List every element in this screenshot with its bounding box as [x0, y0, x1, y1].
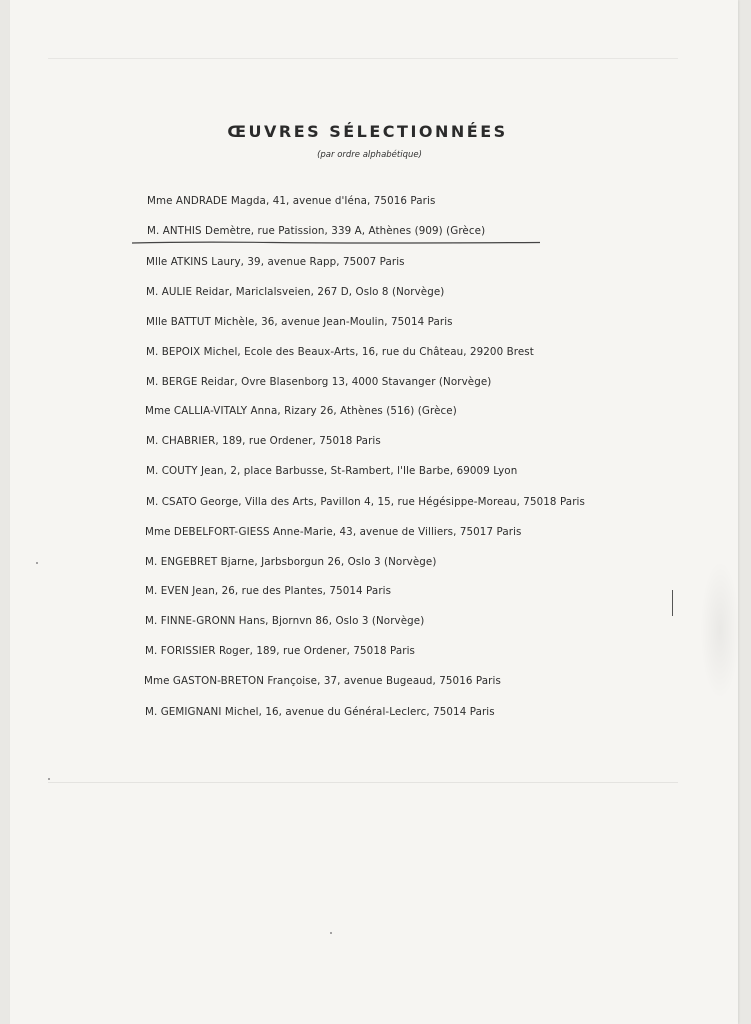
list-item: Mlle BATTUT Michèle, 36, avenue Jean-Moulin, 75014 Paris	[146, 316, 453, 328]
margin-pen-mark	[672, 590, 673, 616]
list-item: M. CSATO George, Villa des Arts, Pavillon 4, 15, rue Hégésippe-Moreau, 75018 Paris	[146, 496, 585, 508]
list-item: Mme DEBELFORT-GIESS Anne-Marie, 43, avenue de Villiers, 75017 Paris	[145, 526, 522, 538]
list-item: M. FORISSIER Roger, 189, rue Ordener, 75018 Paris	[145, 645, 416, 657]
list-item: M. BEPOIX Michel, Ecole des Beaux-Arts, 16, rue du Château, 29200 Brest	[146, 346, 534, 358]
paper-speck	[36, 562, 38, 564]
list-item: M. COUTY Jean, 2, place Barbusse, St-Rambert, l'Ile Barbe, 69009 Lyon	[146, 465, 518, 477]
list-item: Mme GASTON-BRETON Françoise, 37, avenue Bugeaud, 75016 Paris	[144, 675, 501, 687]
paper-speck	[48, 778, 50, 780]
list-item: Mme CALLIA-VITALY Anna, Rizary 26, Athènes (516) (Grèce)	[145, 405, 457, 417]
paper-smudge	[700, 560, 740, 700]
paper-speck	[330, 932, 332, 934]
list-item: M. FINNE-GRONN Hans, Bjornvn 86, Oslo 3 (Norvège)	[145, 615, 425, 627]
list-item: M. ANTHIS Demètre, rue Patission, 339 A, Athènes (909) (Grèce)	[147, 225, 486, 237]
list-item: M. GEMIGNANI Michel, 16, avenue du Général-Leclerc, 75014 Paris	[145, 706, 495, 718]
handwritten-underline	[132, 241, 540, 244]
document-title: ŒUVRES SÉLECTIONNÉES	[227, 122, 508, 141]
list-item: M. AULIE Reidar, Mariclalsveien, 267 D, Oslo 8 (Norvège)	[146, 286, 445, 298]
list-item: M. ENGEBRET Bjarne, Jarbsborgun 26, Oslo 3 (Norvège)	[145, 556, 437, 568]
document-subtitle: (par ordre alphabétique)	[317, 150, 422, 160]
fold-line-bottom	[48, 782, 678, 783]
list-item: M. BERGE Reidar, Ovre Blasenborg 13, 4000 Stavanger (Norvège)	[146, 376, 492, 388]
list-item: Mme ANDRADE Magda, 41, avenue d'Iéna, 75016 Paris	[147, 195, 436, 207]
list-item: M. CHABRIER, 189, rue Ordener, 75018 Paris	[146, 435, 381, 447]
list-item: M. EVEN Jean, 26, rue des Plantes, 75014 Paris	[145, 585, 392, 597]
fold-line-top	[48, 58, 678, 59]
list-item: Mlle ATKINS Laury, 39, avenue Rapp, 75007 Paris	[146, 256, 405, 268]
